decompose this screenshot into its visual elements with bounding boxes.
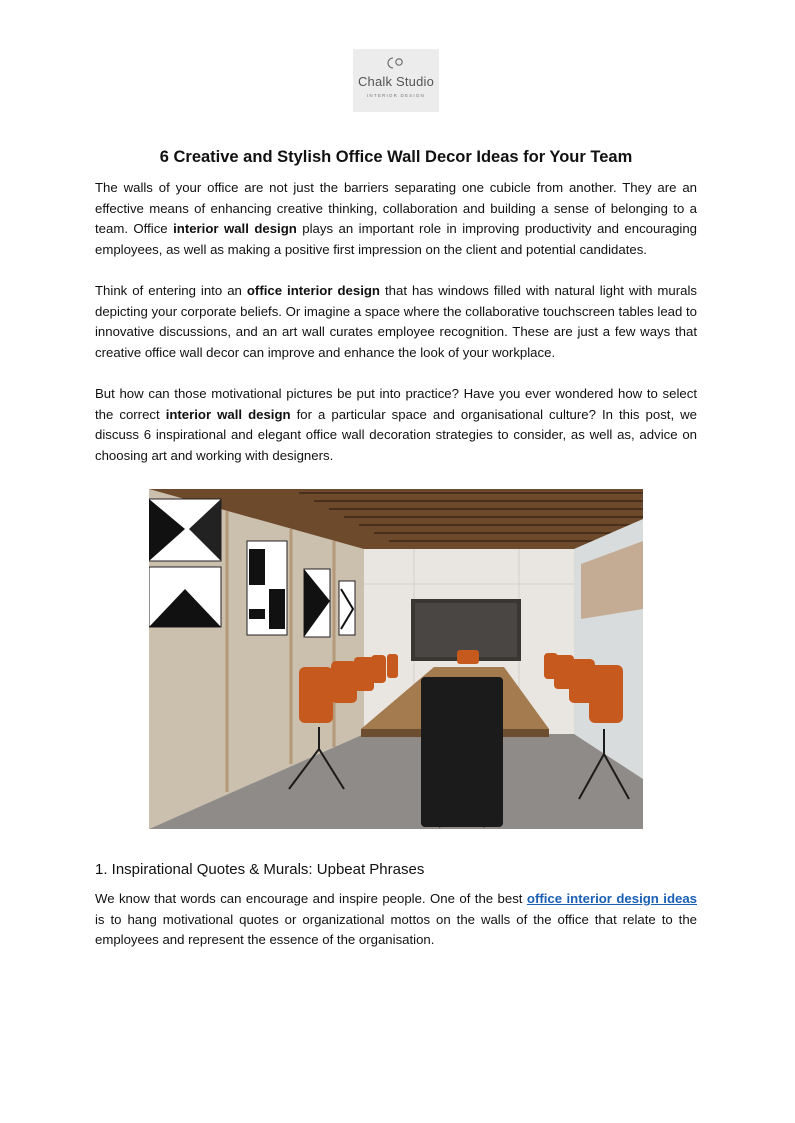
office-interior-design-ideas-link[interactable]: office interior design ideas	[526, 891, 697, 906]
conference-room-photo	[149, 489, 643, 829]
logo-brand-name: Chalk Studio	[357, 74, 435, 89]
brand-logo	[353, 49, 439, 112]
text-run: for a particular space and organisational culture? In this post, we discuss 6 inspirational and elegant office wall decoration strategies to consider, as well as, advice on choosing art and working with designers.	[95, 406, 697, 463]
logo-tagline: INTERIOR DESIGN	[366, 93, 425, 98]
third-paragraph	[95, 384, 697, 466]
chalk-studio-logo-icon	[353, 55, 439, 71]
page-title: 6 Creative and Stylish Office Wall Decor Ideas for Your Team	[159, 148, 633, 166]
bold-keyword: interior wall design	[173, 221, 297, 237]
section-paragraph	[95, 889, 697, 951]
bold-keyword: office interior design	[246, 283, 380, 298]
text-run: But how can those motivational pictures be put into practice? Have you ever wondered how to select the correct	[95, 386, 697, 422]
text-run: The walls of your office are not just the barriers separating one cubicle from another. They are an effective means of enhancing creative thinking, collaboration and building a sense of belonging to a team. Office	[95, 180, 697, 237]
text-run: is to hang motivational quotes or organizational mottos on the walls of the office that relate to the employees and represent the essence of the organisation.	[95, 911, 697, 948]
text-run: Think of entering into an	[95, 283, 247, 298]
intro-paragraph	[95, 178, 697, 260]
text-run: that has windows filled with natural light with murals depicting your corporate beliefs. Or imagine a space where the collaborative touchscreen tables lead to innovative discussions, and an art wall curates employee recognition. These are just a few ways that creative office wall decor can improve and enhance the look of your workplace.	[95, 283, 698, 360]
second-paragraph	[95, 281, 697, 363]
bold-keyword: interior wall design	[165, 406, 291, 422]
text-run: plays an important role in improving productivity and encouraging employees, as well as making a positive first impression on the client and potential candidates.	[95, 221, 697, 257]
section-heading: 1. Inspirational Quotes & Murals: Upbeat Phrases	[95, 861, 425, 878]
text-run: We know that words can encourage and inspire people. One of the best	[95, 891, 527, 906]
